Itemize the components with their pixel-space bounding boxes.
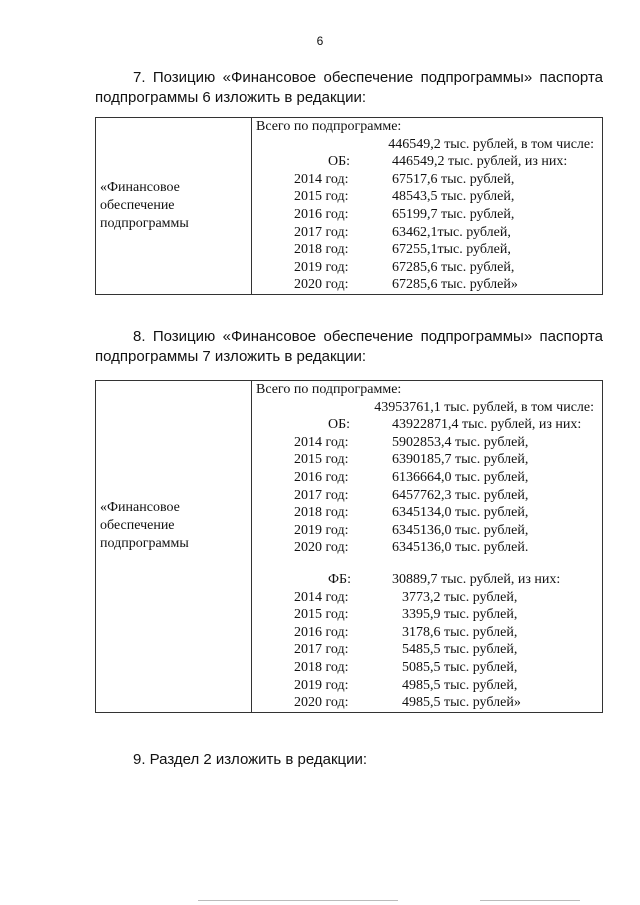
year-amount: 67285,6 тыс. рублей» bbox=[392, 277, 518, 293]
year-amount: 4985,5 тыс. рублей, bbox=[402, 677, 518, 693]
year-amount: 63462,1тыс. рублей, bbox=[392, 224, 511, 240]
section-8-table bbox=[95, 380, 603, 713]
year-amount: 5085,5 тыс. рублей, bbox=[402, 659, 518, 675]
year-row bbox=[252, 434, 602, 452]
year-row bbox=[252, 171, 602, 189]
year-label: 2018 год: bbox=[294, 659, 349, 675]
year-label: 2014 год: bbox=[294, 171, 349, 187]
year-amount: 48543,5 тыс. рублей, bbox=[392, 189, 515, 205]
section-8-label-cell bbox=[96, 381, 252, 713]
section-8-data-cell bbox=[252, 381, 603, 713]
year-amount: 3395,9 тыс. рублей, bbox=[402, 607, 518, 623]
year-label: 2019 год: bbox=[294, 522, 349, 538]
year-amount: 4985,5 тыс. рублей» bbox=[402, 695, 521, 711]
label-line: подпрограммы bbox=[100, 215, 189, 231]
source-row bbox=[252, 416, 602, 434]
section-7-data-cell bbox=[252, 118, 603, 295]
year-label: 2018 год: bbox=[294, 505, 349, 521]
year-row bbox=[252, 677, 602, 695]
year-row bbox=[252, 206, 602, 224]
year-amount: 6390185,7 тыс. рублей, bbox=[392, 452, 529, 468]
year-label: 2016 год: bbox=[294, 206, 349, 222]
year-row bbox=[252, 659, 602, 677]
label-line: «Финансовое bbox=[100, 500, 180, 516]
year-row bbox=[252, 188, 602, 206]
year-label: 2015 год: bbox=[294, 607, 349, 623]
section-7-intro-line-1: 7. Позицию «Финансовое обеспечение подпрограммы» паспорта bbox=[133, 69, 603, 86]
total-header: Всего по подпрограмме: bbox=[256, 119, 402, 134]
year-amount: 3178,6 тыс. рублей, bbox=[402, 624, 518, 640]
year-amount: 6136664,0 тыс. рублей, bbox=[392, 469, 529, 485]
year-amount: 67285,6 тыс. рублей, bbox=[392, 259, 515, 275]
source-name: ФБ: bbox=[328, 571, 351, 587]
total-value: 446549,2 тыс. рублей, в том числе: bbox=[388, 136, 594, 152]
year-amount: 67517,6 тыс. рублей, bbox=[392, 171, 515, 187]
year-amount: 3773,2 тыс. рублей, bbox=[402, 589, 518, 605]
year-row bbox=[252, 487, 602, 505]
year-row bbox=[252, 641, 602, 659]
year-row bbox=[252, 522, 602, 540]
source-amount: 43922871,4 тыс. рублей, из них: bbox=[392, 417, 582, 433]
year-row bbox=[252, 469, 602, 487]
year-row bbox=[252, 451, 602, 469]
label-line: обеспечение bbox=[100, 197, 175, 213]
year-row bbox=[252, 224, 602, 242]
year-label: 2020 год: bbox=[294, 540, 349, 556]
source-amount: 30889,7 тыс. рублей, из них: bbox=[392, 571, 561, 587]
section-9-text: 9. Раздел 2 изложить в редакции: bbox=[133, 751, 368, 768]
year-label: 2020 год: bbox=[294, 277, 349, 293]
label-line: «Финансовое bbox=[100, 179, 180, 195]
year-label: 2016 год: bbox=[294, 469, 349, 485]
year-row bbox=[252, 504, 602, 522]
label-line: подпрограммы bbox=[100, 536, 189, 552]
year-label: 2017 год: bbox=[294, 224, 349, 240]
year-label: 2015 год: bbox=[294, 189, 349, 205]
source-row bbox=[252, 153, 602, 171]
section-7-intro bbox=[95, 68, 603, 108]
year-label: 2019 год: bbox=[294, 259, 349, 275]
total-header: Всего по подпрограмме: bbox=[256, 382, 402, 397]
year-amount: 5485,5 тыс. рублей, bbox=[402, 642, 518, 658]
year-row bbox=[252, 259, 602, 277]
section-7-label-cell bbox=[96, 118, 252, 295]
year-label: 2017 год: bbox=[294, 487, 349, 503]
label-line: обеспечение bbox=[100, 518, 175, 534]
year-amount: 6345134,0 тыс. рублей, bbox=[392, 505, 529, 521]
section-7-intro-line-2: подпрограммы 6 изложить в редакции: bbox=[95, 89, 367, 106]
year-amount: 6457762,3 тыс. рублей, bbox=[392, 487, 529, 503]
page-number: 6 bbox=[316, 34, 324, 48]
year-row bbox=[252, 694, 602, 712]
year-label: 2017 год: bbox=[294, 642, 349, 658]
year-amount: 5902853,4 тыс. рублей, bbox=[392, 434, 529, 450]
source-spacer bbox=[252, 557, 602, 571]
year-amount: 6345136,0 тыс. рублей, bbox=[392, 522, 529, 538]
year-row bbox=[252, 624, 602, 642]
section-8-intro bbox=[95, 327, 603, 367]
source-row bbox=[252, 571, 602, 589]
year-amount: 67255,1тыс. рублей, bbox=[392, 242, 511, 258]
scan-artifact-line bbox=[198, 900, 398, 901]
year-label: 2016 год: bbox=[294, 624, 349, 640]
year-label: 2018 год: bbox=[294, 242, 349, 258]
year-row bbox=[252, 276, 602, 294]
year-row bbox=[252, 606, 602, 624]
total-value: 43953761,1 тыс. рублей, в том числе: bbox=[374, 399, 594, 415]
source-amount: 446549,2 тыс. рублей, из них: bbox=[392, 154, 568, 170]
year-label: 2019 год: bbox=[294, 677, 349, 693]
section-8-intro-line-2: подпрограммы 7 изложить в редакции: bbox=[95, 348, 367, 365]
year-label: 2020 год: bbox=[294, 695, 349, 711]
source-name: ОБ: bbox=[328, 154, 351, 170]
year-row bbox=[252, 539, 602, 557]
year-amount: 6345136,0 тыс. рублей. bbox=[392, 540, 529, 556]
year-label: 2014 год: bbox=[294, 434, 349, 450]
year-amount: 65199,7 тыс. рублей, bbox=[392, 206, 515, 222]
year-row bbox=[252, 589, 602, 607]
year-label: 2014 год: bbox=[294, 589, 349, 605]
year-row bbox=[252, 241, 602, 259]
scan-artifact-line bbox=[480, 900, 580, 901]
section-7-table bbox=[95, 117, 603, 295]
source-name: ОБ: bbox=[328, 417, 351, 433]
year-label: 2015 год: bbox=[294, 452, 349, 468]
section-8-intro-line-1: 8. Позицию «Финансовое обеспечение подпрограммы» паспорта bbox=[133, 328, 603, 345]
